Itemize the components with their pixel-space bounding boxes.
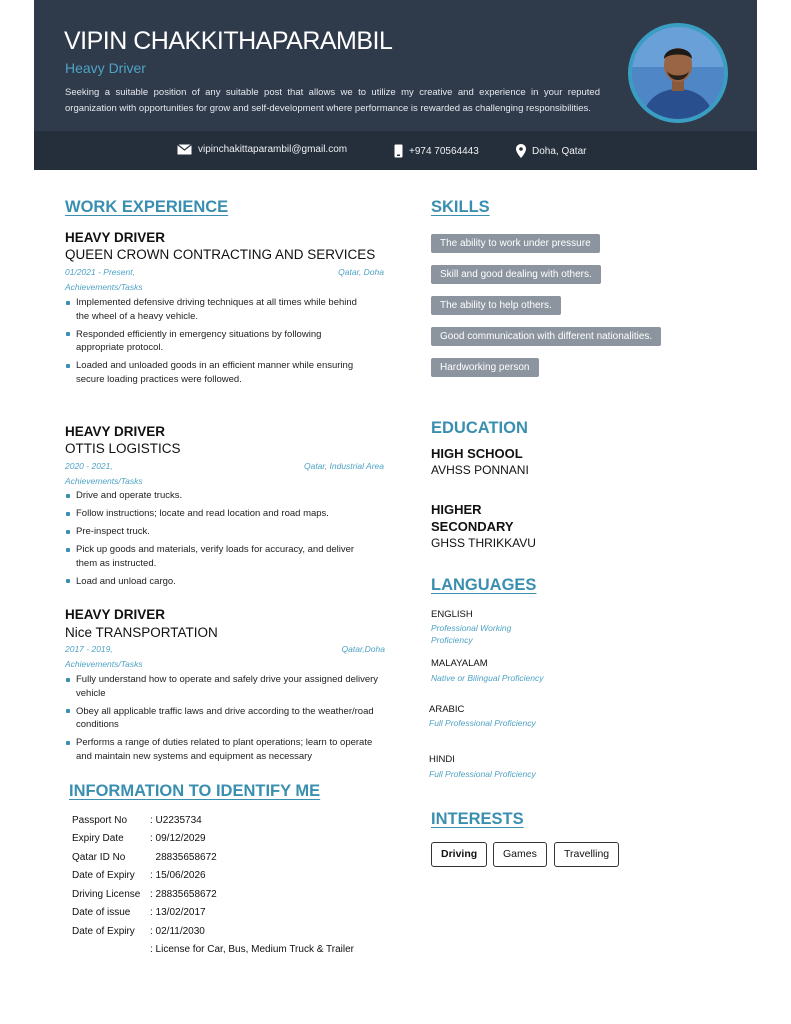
language-name: HINDI — [429, 754, 455, 765]
language-name: ARABIC — [429, 704, 465, 715]
identity-value: 28835658672 — [150, 852, 217, 863]
list-item: Implemented defensive driving techniques at all times while behind the wheel of a heavy vehicle. — [65, 296, 370, 323]
job-bullets — [65, 489, 370, 593]
job-title: HEAVY DRIVER — [65, 607, 166, 622]
identity-row — [72, 833, 206, 844]
job-company: QUEEN CROWN CONTRACTING AND SERVICES — [65, 247, 376, 262]
job-location: Qatar, Doha — [338, 267, 384, 277]
list-item: Follow instructions; locate and read location and road maps. — [65, 507, 370, 521]
language-level: Full Professional Proficiency — [429, 718, 536, 728]
job-bullets — [65, 296, 370, 391]
languages-heading: LANGUAGES — [431, 576, 537, 594]
identity-value: : 15/06/2026 — [150, 870, 206, 881]
identity-label: Date of issue — [72, 907, 131, 918]
job-location: Qatar, Industrial Area — [303, 461, 384, 471]
job-dates: 2020 - 2021, — [65, 461, 113, 471]
list-item: Pre-inspect truck. — [65, 525, 370, 539]
job-company: Nice TRANSPORTATION — [65, 625, 218, 640]
identity-row — [72, 926, 205, 937]
education-heading: EDUCATION — [431, 419, 528, 437]
identity-value: : 28835658672 — [150, 889, 217, 900]
identity-label: Date of Expiry — [72, 926, 135, 937]
job-dates: 2017 - 2019, — [65, 644, 113, 654]
job-bullets — [65, 673, 383, 768]
contact-email[interactable] — [177, 144, 347, 155]
education-degree: HIGH SCHOOL — [431, 446, 523, 461]
candidate-role: Heavy Driver — [65, 60, 146, 76]
education-school: AVHSS PONNANI — [431, 463, 529, 477]
education-school: GHSS THRIKKAVU — [431, 536, 536, 550]
header — [34, 0, 757, 131]
interest-tag: Games — [493, 842, 547, 867]
list-item: Load and unload cargo. — [65, 575, 370, 589]
language-level: Native or Bilingual Proficiency — [431, 673, 544, 683]
email-text: vipinchakittaparambil@gmail.com — [198, 144, 348, 155]
identity-label: Expiry Date — [72, 833, 124, 844]
identity-value: : U2235734 — [150, 815, 202, 826]
identity-row — [72, 852, 217, 863]
work-experience-heading: WORK EXPERIENCE — [65, 198, 229, 216]
interest-tag: Driving — [431, 842, 487, 867]
list-item: Pick up goods and materials, verify loads for accuracy, and deliver them as instructed. — [65, 543, 370, 570]
envelope-icon — [177, 144, 192, 155]
identity-row — [72, 870, 206, 881]
profile-summary: Seeking a suitable position of any suitable post that allows we to utilize my creative and experience in your reputed organization with opportunities for grow and self-development where performance is rewarded as challenging responsibilities. — [65, 87, 600, 114]
job-tasks-label: Achievements/Tasks — [65, 476, 143, 486]
job-dates: 01/2021 - Present, — [65, 267, 135, 277]
identity-label: Driving License — [72, 889, 141, 900]
list-item: Performs a range of duties related to plant operations; learn to operate and maintain new systems and equipment as necessary — [65, 736, 383, 763]
list-item: Drive and operate trucks. — [65, 489, 370, 503]
identity-row — [72, 907, 206, 918]
job-company: OTTIS LOGISTICS — [65, 441, 181, 456]
interests-heading: INTERESTS — [431, 810, 524, 828]
identity-value: : 13/02/2017 — [150, 907, 206, 918]
identity-value: : 09/12/2029 — [150, 833, 206, 844]
list-item: Fully understand how to operate and safely drive your assigned delivery vehicle — [65, 673, 383, 700]
person-avatar-icon — [632, 27, 724, 119]
list-item: Obey all applicable traffic laws and drive according to the weather/road conditions — [65, 705, 383, 732]
language-level: Full Professional Proficiency — [429, 769, 536, 779]
identity-heading: INFORMATION TO IDENTIFY ME — [69, 782, 321, 800]
resume-page — [34, 0, 757, 1024]
identity-row — [72, 889, 217, 900]
skill-tag: The ability to help others. — [431, 296, 561, 315]
list-item: Responded efficiently in emergency situations by following appropriate protocol. — [65, 328, 370, 355]
contact-location — [516, 144, 586, 158]
identity-value: : 02/11/2030 — [150, 926, 205, 937]
interest-tag: Travelling — [554, 842, 619, 867]
license-types: : License for Car, Bus, Medium Truck & Trailer — [150, 944, 354, 955]
contact-phone[interactable] — [394, 144, 479, 158]
identity-row — [72, 815, 202, 826]
map-pin-icon — [516, 144, 526, 158]
skills-heading: SKILLS — [431, 198, 490, 216]
identity-label: Date of Expiry — [72, 870, 135, 881]
location-text: Doha, Qatar — [532, 145, 587, 157]
skill-tag: Good communication with different nationalities. — [431, 327, 661, 346]
job-location: Qatar,Doha — [341, 644, 385, 654]
phone-text: +974 70564443 — [409, 145, 479, 157]
identity-label: Passport No — [72, 815, 128, 826]
job-tasks-label: Achievements/Tasks — [65, 282, 143, 292]
skill-tag: Hardworking person — [431, 358, 539, 377]
job-tasks-label: Achievements/Tasks — [65, 659, 143, 669]
candidate-name: VIPIN CHAKKITHAPARAMBIL — [64, 27, 393, 55]
education-degree: HIGHER SECONDARY — [431, 502, 514, 534]
language-level: Professional Working Proficiency — [431, 623, 512, 645]
profile-photo — [628, 23, 728, 123]
language-name: MALAYALAM — [431, 658, 488, 669]
list-item: Loaded and unloaded goods in an efficient manner while ensuring secure loading practices were followed. — [65, 359, 370, 386]
phone-icon — [394, 144, 403, 158]
identity-label: Qatar ID No — [72, 852, 126, 863]
job-title: HEAVY DRIVER — [65, 230, 166, 245]
contact-bar — [34, 131, 757, 170]
skill-tag: The ability to work under pressure — [431, 234, 600, 253]
language-name: ENGLISH — [431, 609, 473, 620]
skill-tag: Skill and good dealing with others. — [431, 265, 601, 284]
job-title: HEAVY DRIVER — [65, 424, 166, 439]
